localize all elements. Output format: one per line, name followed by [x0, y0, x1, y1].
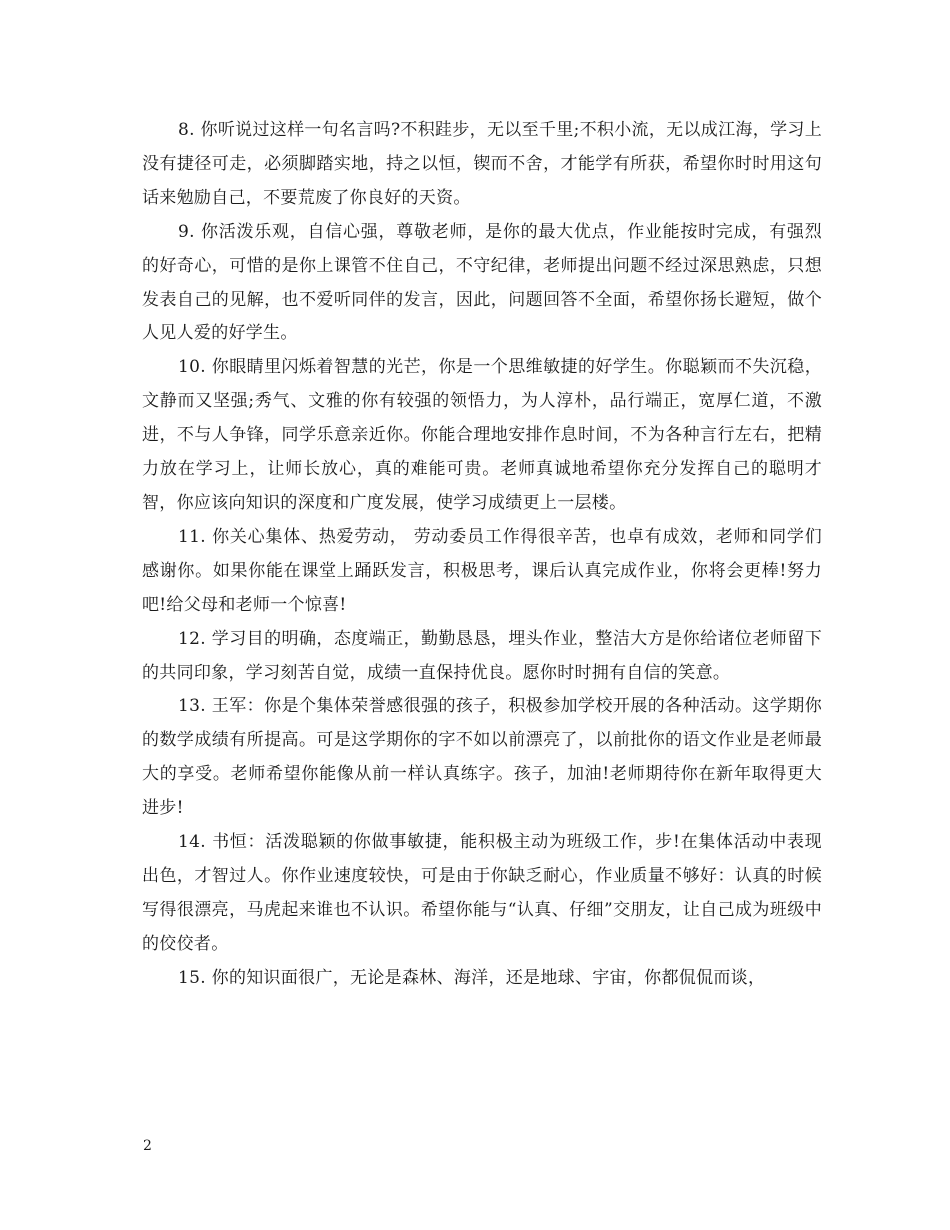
paragraph-10: 10. 你眼睛里闪烁着智慧的光芒，你是一个思维敏捷的好学生。你聪颖而不失沉稳，文静而又坚强;秀气、文雅的你有较强的领悟力，为人淳朴，品行端正，宽厚仁道，不激进，不与人争锋，同学乐意亲近你。你能合理地安排作息时间，不为各种言行左右，把精力放在学习上，让师长放心，真的难能可贵。老师真诚地希望你充分发挥自己的聪明才智，你应该向知识的深度和广度发展，使学习成绩更上一层楼。: [142, 357, 822, 513]
paragraph-8: 8. 你听说过这样一句名言吗?不积跬步，无以至千里;不积小流，无以成江海，学习上没有捷径可走，必须脚踏实地，持之以恒，锲而不舍，才能学有所获，希望你时时用这句话来勉励自己，不要荒废了你良好的天资。: [142, 120, 822, 208]
paragraph-15: 15. 你的知识面很广，无论是森林、海洋，还是地球、宇宙，你都侃侃而谈，: [178, 967, 766, 988]
paragraph-12: 12. 学习目的明确，态度端正，勤勤恳恳，埋头作业，整洁大方是你给诸位老师留下的共同印象，学习刻苦自觉，成绩一直保持优良。愿你时时拥有自信的笑意。: [142, 628, 822, 683]
paragraph-11: 11. 你关心集体、热爱劳动， 劳动委员工作得很辛苦，也卓有成效，老师和同学们感谢你。如果你能在课堂上踊跃发言，积极思考，课后认真完成作业，你将会更棒!努力吧!给父母和老师一个惊喜!: [142, 526, 822, 615]
paragraph-13: 13. 王军：你是个集体荣誉感很强的孩子，积极参加学校开展的各种活动。这学期你的数学成绩有所提高。可是这学期你的字不如以前漂亮了，以前批你的语文作业是老师最大的享受。老师希望你能像从前一样认真练字。孩子，加油!老师期待你在新年取得更大进步!: [142, 696, 822, 819]
paragraph-14: 14. 书恒：活泼聪颖的你做事敏捷，能积极主动为班级工作，步!在集体活动中表现出色，才智过人。你作业速度较快，可是由于你缺乏耐心，作业质量不够好：认真的时候写得很漂亮，马虎起来谁也不认识。希望你能与“认真、仔细”交朋友，让自己成为班级中的佼佼者。: [142, 832, 822, 954]
document-body: [142, 114, 822, 996]
paragraph-9: 9. 你活泼乐观，自信心强，尊敬老师，是你的最大优点，作业能按时完成，有强烈的好奇心，可惜的是你上课管不住自己，不守纪律，老师提出问题不经过深思熟虑，只想发表自己的见解，也不爱听同伴的发言，因此，问题回答不全面，希望你扬长避短，做个人见人爱的好学生。: [142, 221, 822, 344]
page-number: 2: [143, 1138, 152, 1154]
